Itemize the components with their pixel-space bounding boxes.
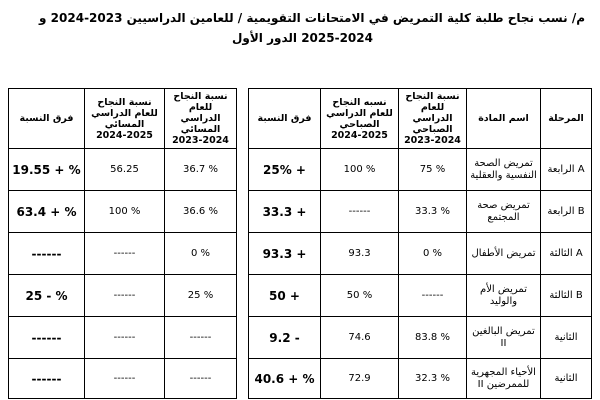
table-row: [9, 359, 592, 399]
diff-evening-cell: 25 - %: [9, 275, 85, 317]
title-line-1: م/ نسب نجاح طلبة كلية التمريض في الامتحانات التقويمية / للعامين الدراسيين 2023-2024 و: [39, 11, 585, 25]
morning-2025-cell: ------: [321, 191, 399, 233]
evening-2024-cell: 36.7 %: [165, 149, 237, 191]
table-spacer: [237, 317, 249, 359]
evening-2024-cell: ------: [165, 359, 237, 399]
header-morning-2025: نسبه النجاح للعام الدراسي الصباحي 2025-2024: [321, 89, 399, 149]
subject-cell: تمريض صحة المجتمع: [467, 191, 541, 233]
stage-cell: الثانية: [541, 317, 592, 359]
morning-2025-cell: 72.9: [321, 359, 399, 399]
evening-2025-cell: 56.25: [85, 149, 165, 191]
subject-cell: تمريض البالغين II: [467, 317, 541, 359]
document-title: [20, 8, 585, 48]
table-row: [9, 149, 592, 191]
diff-morning-cell: 40.6 + %: [249, 359, 321, 399]
evening-2024-cell: 0 %: [165, 233, 237, 275]
subject-cell: تمريض الأم والوليد: [467, 275, 541, 317]
diff-morning-cell: 50 +: [249, 275, 321, 317]
evening-2025-cell: ------: [85, 233, 165, 275]
diff-morning-cell: 33.3 +: [249, 191, 321, 233]
evening-2024-cell: ------: [165, 317, 237, 359]
morning-2024-cell: 0 %: [399, 233, 467, 275]
morning-2025-cell: 93.3: [321, 233, 399, 275]
morning-2024-cell: ------: [399, 275, 467, 317]
header-subject: اسم المادة: [467, 89, 541, 149]
diff-morning-cell: 25% +: [249, 149, 321, 191]
header-stage: المرحلة: [541, 89, 592, 149]
header-diff-morning: فرق النسبة: [249, 89, 321, 149]
evening-2025-cell: ------: [85, 275, 165, 317]
morning-2025-cell: 100 %: [321, 149, 399, 191]
evening-2024-cell: 36.6 %: [165, 191, 237, 233]
diff-evening-cell: ------: [9, 317, 85, 359]
stage-cell: الثالثة A: [541, 233, 592, 275]
morning-2025-cell: 74.6: [321, 317, 399, 359]
table-spacer: [237, 359, 249, 399]
header-evening-2024: نسبة النجاح للعام الدراسي المسائي 2024-2023: [165, 89, 237, 149]
table-spacer: [237, 191, 249, 233]
evening-2025-cell: 100 %: [85, 191, 165, 233]
header-diff-evening: فرق النسبة: [9, 89, 85, 149]
table-spacer: [237, 149, 249, 191]
diff-evening-cell: ------: [9, 359, 85, 399]
stage-cell: الثانية: [541, 359, 592, 399]
header-morning-2024: نسبة النجاح للعام الدراسي الصباحي 2024-2023: [399, 89, 467, 149]
diff-evening-cell: 19.55 + %: [9, 149, 85, 191]
title-line-2: 2025-2024 الدور الأول: [232, 31, 373, 45]
morning-2024-cell: 75 %: [399, 149, 467, 191]
evening-2025-cell: ------: [85, 317, 165, 359]
diff-evening-cell: 63.4 + %: [9, 191, 85, 233]
morning-2025-cell: 50 %: [321, 275, 399, 317]
stage-cell: الرابعة A: [541, 149, 592, 191]
evening-2024-cell: 25 %: [165, 275, 237, 317]
subject-cell: الأحياء المجهرية للممرضين II: [467, 359, 541, 399]
table-spacer: [237, 233, 249, 275]
morning-2024-cell: 33.3 %: [399, 191, 467, 233]
stage-cell: الثالثة B: [541, 275, 592, 317]
morning-2024-cell: 83.8 %: [399, 317, 467, 359]
subject-cell: تمريض الصحة النفسية والعقلية: [467, 149, 541, 191]
table-spacer: [237, 275, 249, 317]
table-row: [9, 233, 592, 275]
diff-evening-cell: ------: [9, 233, 85, 275]
evening-2025-cell: ------: [85, 359, 165, 399]
morning-2024-cell: 32.3 %: [399, 359, 467, 399]
diff-morning-cell: 9.2 -: [249, 317, 321, 359]
table-row: [9, 275, 592, 317]
table-row: [9, 317, 592, 359]
table-spacer: [237, 89, 249, 149]
table-header-row: [9, 89, 592, 149]
subject-cell: تمريض الأطفال: [467, 233, 541, 275]
stage-cell: الرابعة B: [541, 191, 592, 233]
results-table: [8, 88, 592, 399]
header-evening-2025: نسبة النجاح للعام الدراسي المسائي 2025-2024: [85, 89, 165, 149]
diff-morning-cell: 93.3 +: [249, 233, 321, 275]
table-row: [9, 191, 592, 233]
